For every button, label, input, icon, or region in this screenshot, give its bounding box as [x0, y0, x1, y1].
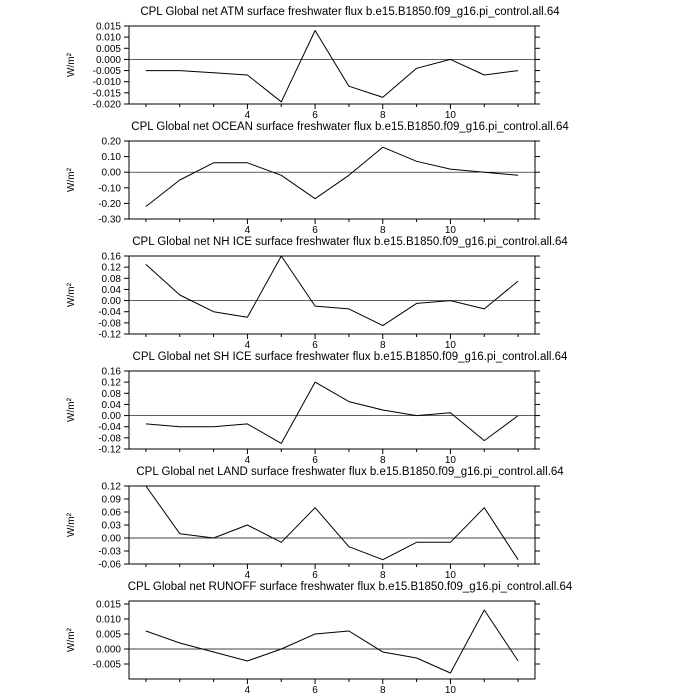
svg-text:6: 6 — [312, 340, 318, 350]
svg-text:0.08: 0.08 — [101, 273, 121, 285]
svg-text:0.10: 0.10 — [101, 152, 121, 164]
svg-text:W/m²: W/m² — [66, 283, 77, 307]
svg-text:0.12: 0.12 — [101, 377, 121, 389]
svg-text:8: 8 — [379, 570, 386, 580]
svg-text:0.015: 0.015 — [95, 21, 121, 33]
panel-nh-ice — [0, 235, 700, 350]
svg-text:6: 6 — [312, 685, 318, 695]
svg-text:0.20: 0.20 — [101, 136, 121, 148]
svg-text:0.015: 0.015 — [95, 599, 121, 611]
svg-text:4: 4 — [244, 110, 251, 120]
svg-text:0.12: 0.12 — [101, 481, 121, 493]
svg-text:0.010: 0.010 — [95, 32, 121, 44]
svg-text:0.000: 0.000 — [95, 644, 121, 656]
chart-title-atm: CPL Global net ATM surface freshwater flux b.e15.B1850.f09_g16.pi_control.all.64 — [140, 6, 560, 18]
svg-text:-0.12: -0.12 — [98, 444, 121, 456]
svg-text:-0.015: -0.015 — [92, 88, 121, 100]
svg-text:10: 10 — [444, 340, 456, 350]
svg-text:8: 8 — [379, 110, 386, 120]
svg-text:W/m²: W/m² — [66, 398, 77, 422]
svg-text:0.16: 0.16 — [101, 251, 121, 263]
svg-text:0.16: 0.16 — [101, 366, 121, 378]
panel-atm — [0, 5, 700, 120]
chart-title-runoff: CPL Global net RUNOFF surface freshwater flux b.e15.B1850.f09_g16.pi_control.all.64 — [127, 581, 573, 593]
svg-text:6: 6 — [312, 455, 318, 465]
svg-text:-0.30: -0.30 — [98, 214, 121, 226]
svg-text:0.04: 0.04 — [101, 284, 121, 296]
ocean-flux-plot — [4, 135, 560, 235]
svg-text:-0.010: -0.010 — [92, 77, 121, 89]
svg-text:6: 6 — [312, 225, 318, 235]
svg-text:-0.005: -0.005 — [92, 66, 121, 78]
svg-text:10: 10 — [444, 110, 456, 120]
svg-text:0.005: 0.005 — [95, 629, 121, 641]
svg-text:8: 8 — [379, 685, 386, 695]
svg-text:-0.04: -0.04 — [98, 307, 121, 319]
svg-text:0.00: 0.00 — [101, 296, 121, 308]
svg-text:8: 8 — [379, 455, 386, 465]
panel-land — [0, 465, 700, 580]
svg-text:10: 10 — [444, 455, 456, 465]
svg-text:6: 6 — [312, 110, 318, 120]
svg-text:W/m²: W/m² — [66, 53, 77, 77]
svg-text:-0.08: -0.08 — [98, 318, 121, 330]
svg-text:0.12: 0.12 — [101, 262, 121, 274]
svg-text:W/m²: W/m² — [66, 168, 77, 192]
svg-text:0.005: 0.005 — [95, 43, 121, 55]
svg-text:-0.005: -0.005 — [92, 659, 121, 671]
chart-title-sh-ice: CPL Global net SH ICE surface freshwater flux b.e15.B1850.f09_g16.pi_control.all.64 — [132, 351, 568, 363]
svg-text:-0.08: -0.08 — [98, 433, 121, 445]
svg-text:-0.03: -0.03 — [98, 546, 121, 558]
svg-text:0.00: 0.00 — [101, 533, 121, 545]
nh-ice-flux-plot — [4, 250, 560, 350]
panel-sh-ice — [0, 350, 700, 465]
svg-text:4: 4 — [244, 225, 251, 235]
svg-text:-0.04: -0.04 — [98, 422, 121, 434]
svg-text:0.06: 0.06 — [101, 507, 121, 519]
chart-title-land: CPL Global net LAND surface freshwater flux b.e15.B1850.f09_g16.pi_control.all.64 — [136, 466, 564, 478]
svg-text:W/m²: W/m² — [66, 628, 77, 652]
svg-text:4: 4 — [244, 455, 251, 465]
svg-text:0.08: 0.08 — [101, 388, 121, 400]
panel-runoff — [0, 580, 700, 695]
svg-text:-0.20: -0.20 — [98, 198, 121, 210]
chart-title-nh-ice: CPL Global net NH ICE surface freshwater flux b.e15.B1850.f09_g16.pi_control.all.64 — [132, 236, 568, 248]
svg-text:-0.020: -0.020 — [92, 99, 121, 111]
svg-text:4: 4 — [244, 685, 251, 695]
svg-text:0.09: 0.09 — [101, 494, 121, 506]
land-flux-plot — [4, 480, 560, 580]
svg-text:10: 10 — [444, 225, 456, 235]
svg-text:8: 8 — [379, 225, 386, 235]
svg-text:-0.12: -0.12 — [98, 329, 121, 341]
svg-text:W/m²: W/m² — [66, 513, 77, 537]
svg-text:0.04: 0.04 — [101, 399, 121, 411]
svg-text:4: 4 — [244, 570, 251, 580]
svg-text:0.00: 0.00 — [101, 167, 121, 179]
svg-text:10: 10 — [444, 685, 456, 695]
atm-flux-plot — [4, 20, 560, 120]
svg-text:-0.06: -0.06 — [98, 559, 121, 571]
svg-text:0.03: 0.03 — [101, 520, 121, 532]
runoff-flux-plot — [4, 595, 560, 695]
svg-text:8: 8 — [379, 340, 386, 350]
svg-text:10: 10 — [444, 570, 456, 580]
svg-text:0.000: 0.000 — [95, 54, 121, 66]
chart-title-ocean: CPL Global net OCEAN surface freshwater flux b.e15.B1850.f09_g16.pi_control.all.64 — [131, 121, 569, 133]
svg-text:6: 6 — [312, 570, 318, 580]
sh-ice-flux-plot — [4, 365, 560, 465]
panel-ocean — [0, 120, 700, 235]
svg-text:0.00: 0.00 — [101, 411, 121, 423]
svg-text:4: 4 — [244, 340, 251, 350]
svg-text:0.010: 0.010 — [95, 614, 121, 626]
svg-text:-0.10: -0.10 — [98, 183, 121, 195]
